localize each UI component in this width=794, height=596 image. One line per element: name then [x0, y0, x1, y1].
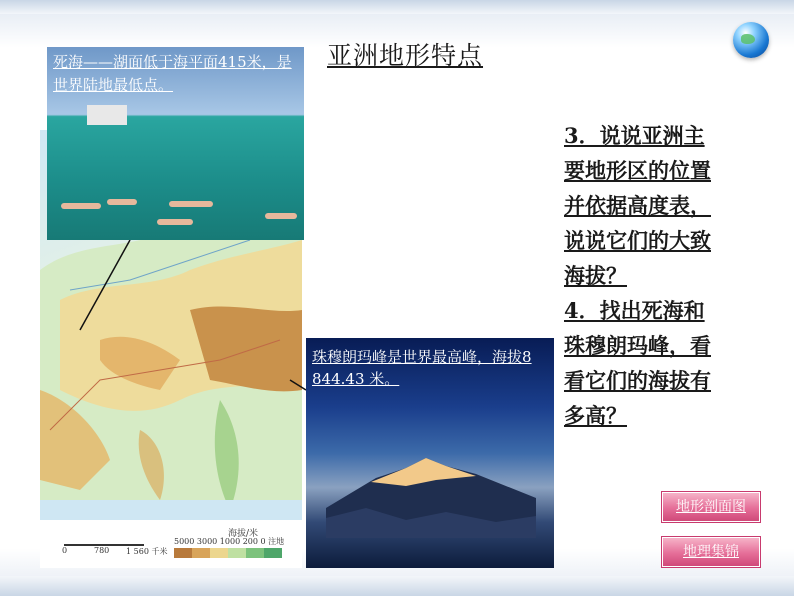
legend-swatch [174, 548, 192, 558]
question-line: 看它们的海拔有 [564, 368, 711, 393]
frame-bottom [0, 576, 794, 596]
question-line: 海拔？ [564, 263, 627, 288]
swimmer [157, 219, 193, 225]
legend-swatch [192, 548, 210, 558]
question-line: 说说它们的大致 [564, 228, 711, 253]
question-text [564, 118, 759, 433]
question-line: 并依据高度表， [564, 193, 711, 218]
legend-values: 5000 3000 1000 200 0 注地 [174, 537, 285, 546]
question-line: 4．找出死海和 [564, 298, 705, 323]
question-line: 3．说说亚洲主 [564, 123, 705, 148]
question-line: 多高？ [564, 403, 627, 428]
terrain-profile-button[interactable]: 地形剖面图 [662, 492, 760, 522]
question-line: 珠穆朗玛峰，看 [564, 333, 711, 358]
geo-collection-button[interactable]: 地理集锦 [662, 537, 760, 567]
frame-top [0, 0, 794, 14]
map-legend [40, 520, 302, 568]
swimmer [107, 199, 137, 205]
scale-end: 1 560 千米 [126, 547, 168, 556]
globe-icon [733, 22, 769, 58]
dead-sea-photo [47, 47, 304, 240]
everest-caption: 珠穆朗玛峰是世界最高峰，海拔8 844.43 米。 [312, 348, 532, 388]
legend-swatch [264, 548, 282, 558]
hotel-image [87, 105, 127, 125]
swimmer [169, 201, 213, 207]
scale-mid: 780 [94, 546, 110, 555]
mountain-peak [326, 448, 536, 538]
scale-start: 0 [62, 546, 68, 555]
dead-sea-caption: 死海——湖面低于海平面415米，是世界陆地最低点。 [53, 53, 292, 94]
legend-swatch [228, 548, 246, 558]
question-line: 要地形区的位置 [564, 158, 711, 183]
swimmer [265, 213, 297, 219]
everest-photo [306, 338, 554, 568]
slide-title: 亚洲地形特点 [327, 41, 484, 70]
legend-swatches [174, 548, 282, 558]
legend-swatch [210, 548, 228, 558]
swimmer [61, 203, 101, 209]
legend-title: 海拔/米 [228, 529, 259, 539]
legend-swatch [246, 548, 264, 558]
